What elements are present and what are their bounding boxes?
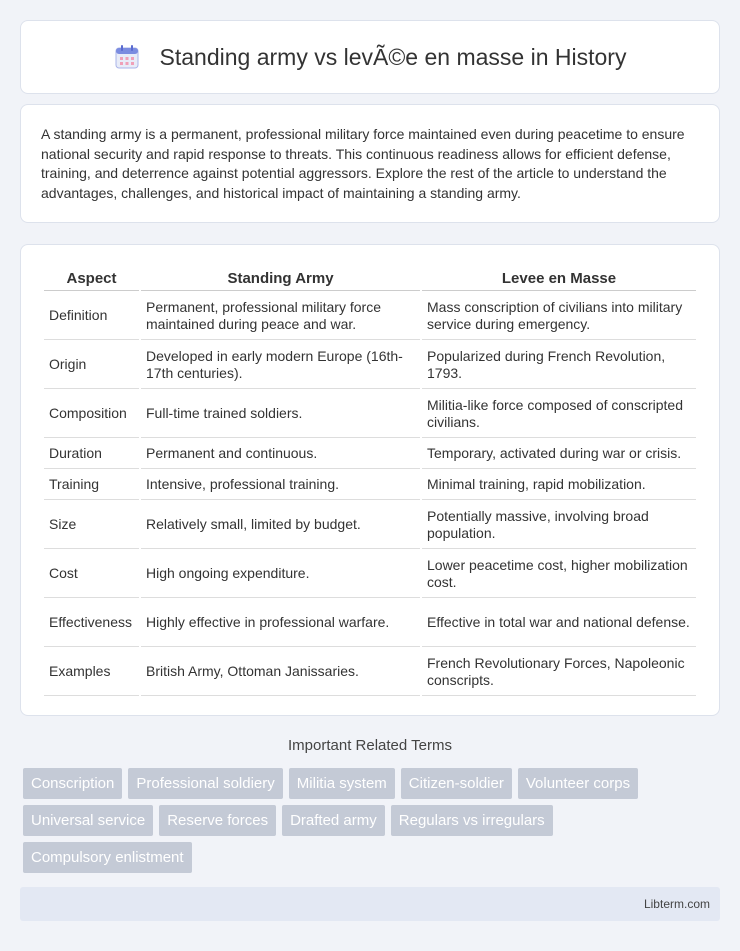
table-row xyxy=(44,391,696,438)
row-standing-army: Permanent and continuous. xyxy=(141,440,420,469)
comparison-card xyxy=(20,244,720,716)
row-levee-en-masse: Temporary, activated during war or crisis. xyxy=(422,440,696,469)
row-aspect: Size xyxy=(44,502,139,549)
row-aspect: Duration xyxy=(44,440,139,469)
column-header-standing-army: Standing Army xyxy=(141,267,420,291)
row-aspect: Origin xyxy=(44,342,139,389)
related-terms-title: Important Related Terms xyxy=(288,737,452,754)
row-levee-en-masse: Minimal training, rapid mobilization. xyxy=(422,471,696,500)
row-levee-en-masse: Lower peacetime cost, higher mobilization cost. xyxy=(422,551,696,598)
intro-card xyxy=(20,104,720,223)
related-terms-list xyxy=(23,768,723,879)
table-row xyxy=(44,600,696,647)
row-standing-army: Intensive, professional training. xyxy=(141,471,420,500)
row-standing-army: Highly effective in professional warfare. xyxy=(141,600,420,647)
row-standing-army: Developed in early modern Europe (16th-17th centuries). xyxy=(141,342,420,389)
table-row xyxy=(44,342,696,389)
row-aspect: Training xyxy=(44,471,139,500)
row-aspect: Cost xyxy=(44,551,139,598)
table-row xyxy=(44,293,696,340)
row-aspect: Effectiveness xyxy=(44,600,139,647)
calendar-icon xyxy=(114,44,140,70)
column-header-aspect: Aspect xyxy=(44,267,139,291)
row-standing-army: High ongoing expenditure. xyxy=(141,551,420,598)
row-levee-en-masse: Mass conscription of civilians into military service during emergency. xyxy=(422,293,696,340)
related-term-tag[interactable]: Volunteer corps xyxy=(518,768,638,799)
table-row xyxy=(44,551,696,598)
related-term-tag[interactable]: Professional soldiery xyxy=(128,768,282,799)
related-term-tag[interactable]: Regulars vs irregulars xyxy=(391,805,553,836)
table-row xyxy=(44,471,696,500)
row-aspect: Definition xyxy=(44,293,139,340)
row-levee-en-masse: French Revolutionary Forces, Napoleonic conscripts. xyxy=(422,649,696,696)
table-row xyxy=(44,649,696,696)
table-row xyxy=(44,440,696,469)
related-term-tag[interactable]: Drafted army xyxy=(282,805,385,836)
table-header-row xyxy=(44,267,696,291)
row-aspect: Examples xyxy=(44,649,139,696)
row-standing-army: Relatively small, limited by budget. xyxy=(141,502,420,549)
column-header-levee-en-masse: Levee en Masse xyxy=(422,267,696,291)
intro-text: A standing army is a permanent, professional military force maintained even during peacetime to ensure national security and rapid response to threats. This continuous readiness allows for efficient defense, training, and deterrence against potential aggressors. Explore the rest of the article to understand the advantages, challenges, and historical impact of maintaining a standing army. xyxy=(41,126,685,201)
related-term-tag[interactable]: Universal service xyxy=(23,805,153,836)
related-term-tag[interactable]: Reserve forces xyxy=(159,805,276,836)
table-row xyxy=(44,502,696,549)
row-levee-en-masse: Militia-like force composed of conscripted civilians. xyxy=(422,391,696,438)
comparison-table xyxy=(42,265,698,698)
row-standing-army: British Army, Ottoman Janissaries. xyxy=(141,649,420,696)
row-levee-en-masse: Popularized during French Revolution, 1793. xyxy=(422,342,696,389)
page-title: Standing army vs levÃ©e en masse in History xyxy=(159,43,627,70)
footer xyxy=(20,887,720,921)
related-term-tag[interactable]: Militia system xyxy=(289,768,395,799)
row-levee-en-masse: Effective in total war and national defense. xyxy=(422,600,696,647)
related-term-tag[interactable]: Conscription xyxy=(23,768,122,799)
row-standing-army: Permanent, professional military force maintained during peace and war. xyxy=(141,293,420,340)
row-aspect: Composition xyxy=(44,391,139,438)
title-card xyxy=(20,20,720,94)
related-term-tag[interactable]: Compulsory enlistment xyxy=(23,842,192,873)
row-standing-army: Full-time trained soldiers. xyxy=(141,391,420,438)
related-term-tag[interactable]: Citizen-soldier xyxy=(401,768,512,799)
row-levee-en-masse: Potentially massive, involving broad population. xyxy=(422,502,696,549)
footer-brand-link[interactable]: Libterm.com xyxy=(643,897,710,911)
